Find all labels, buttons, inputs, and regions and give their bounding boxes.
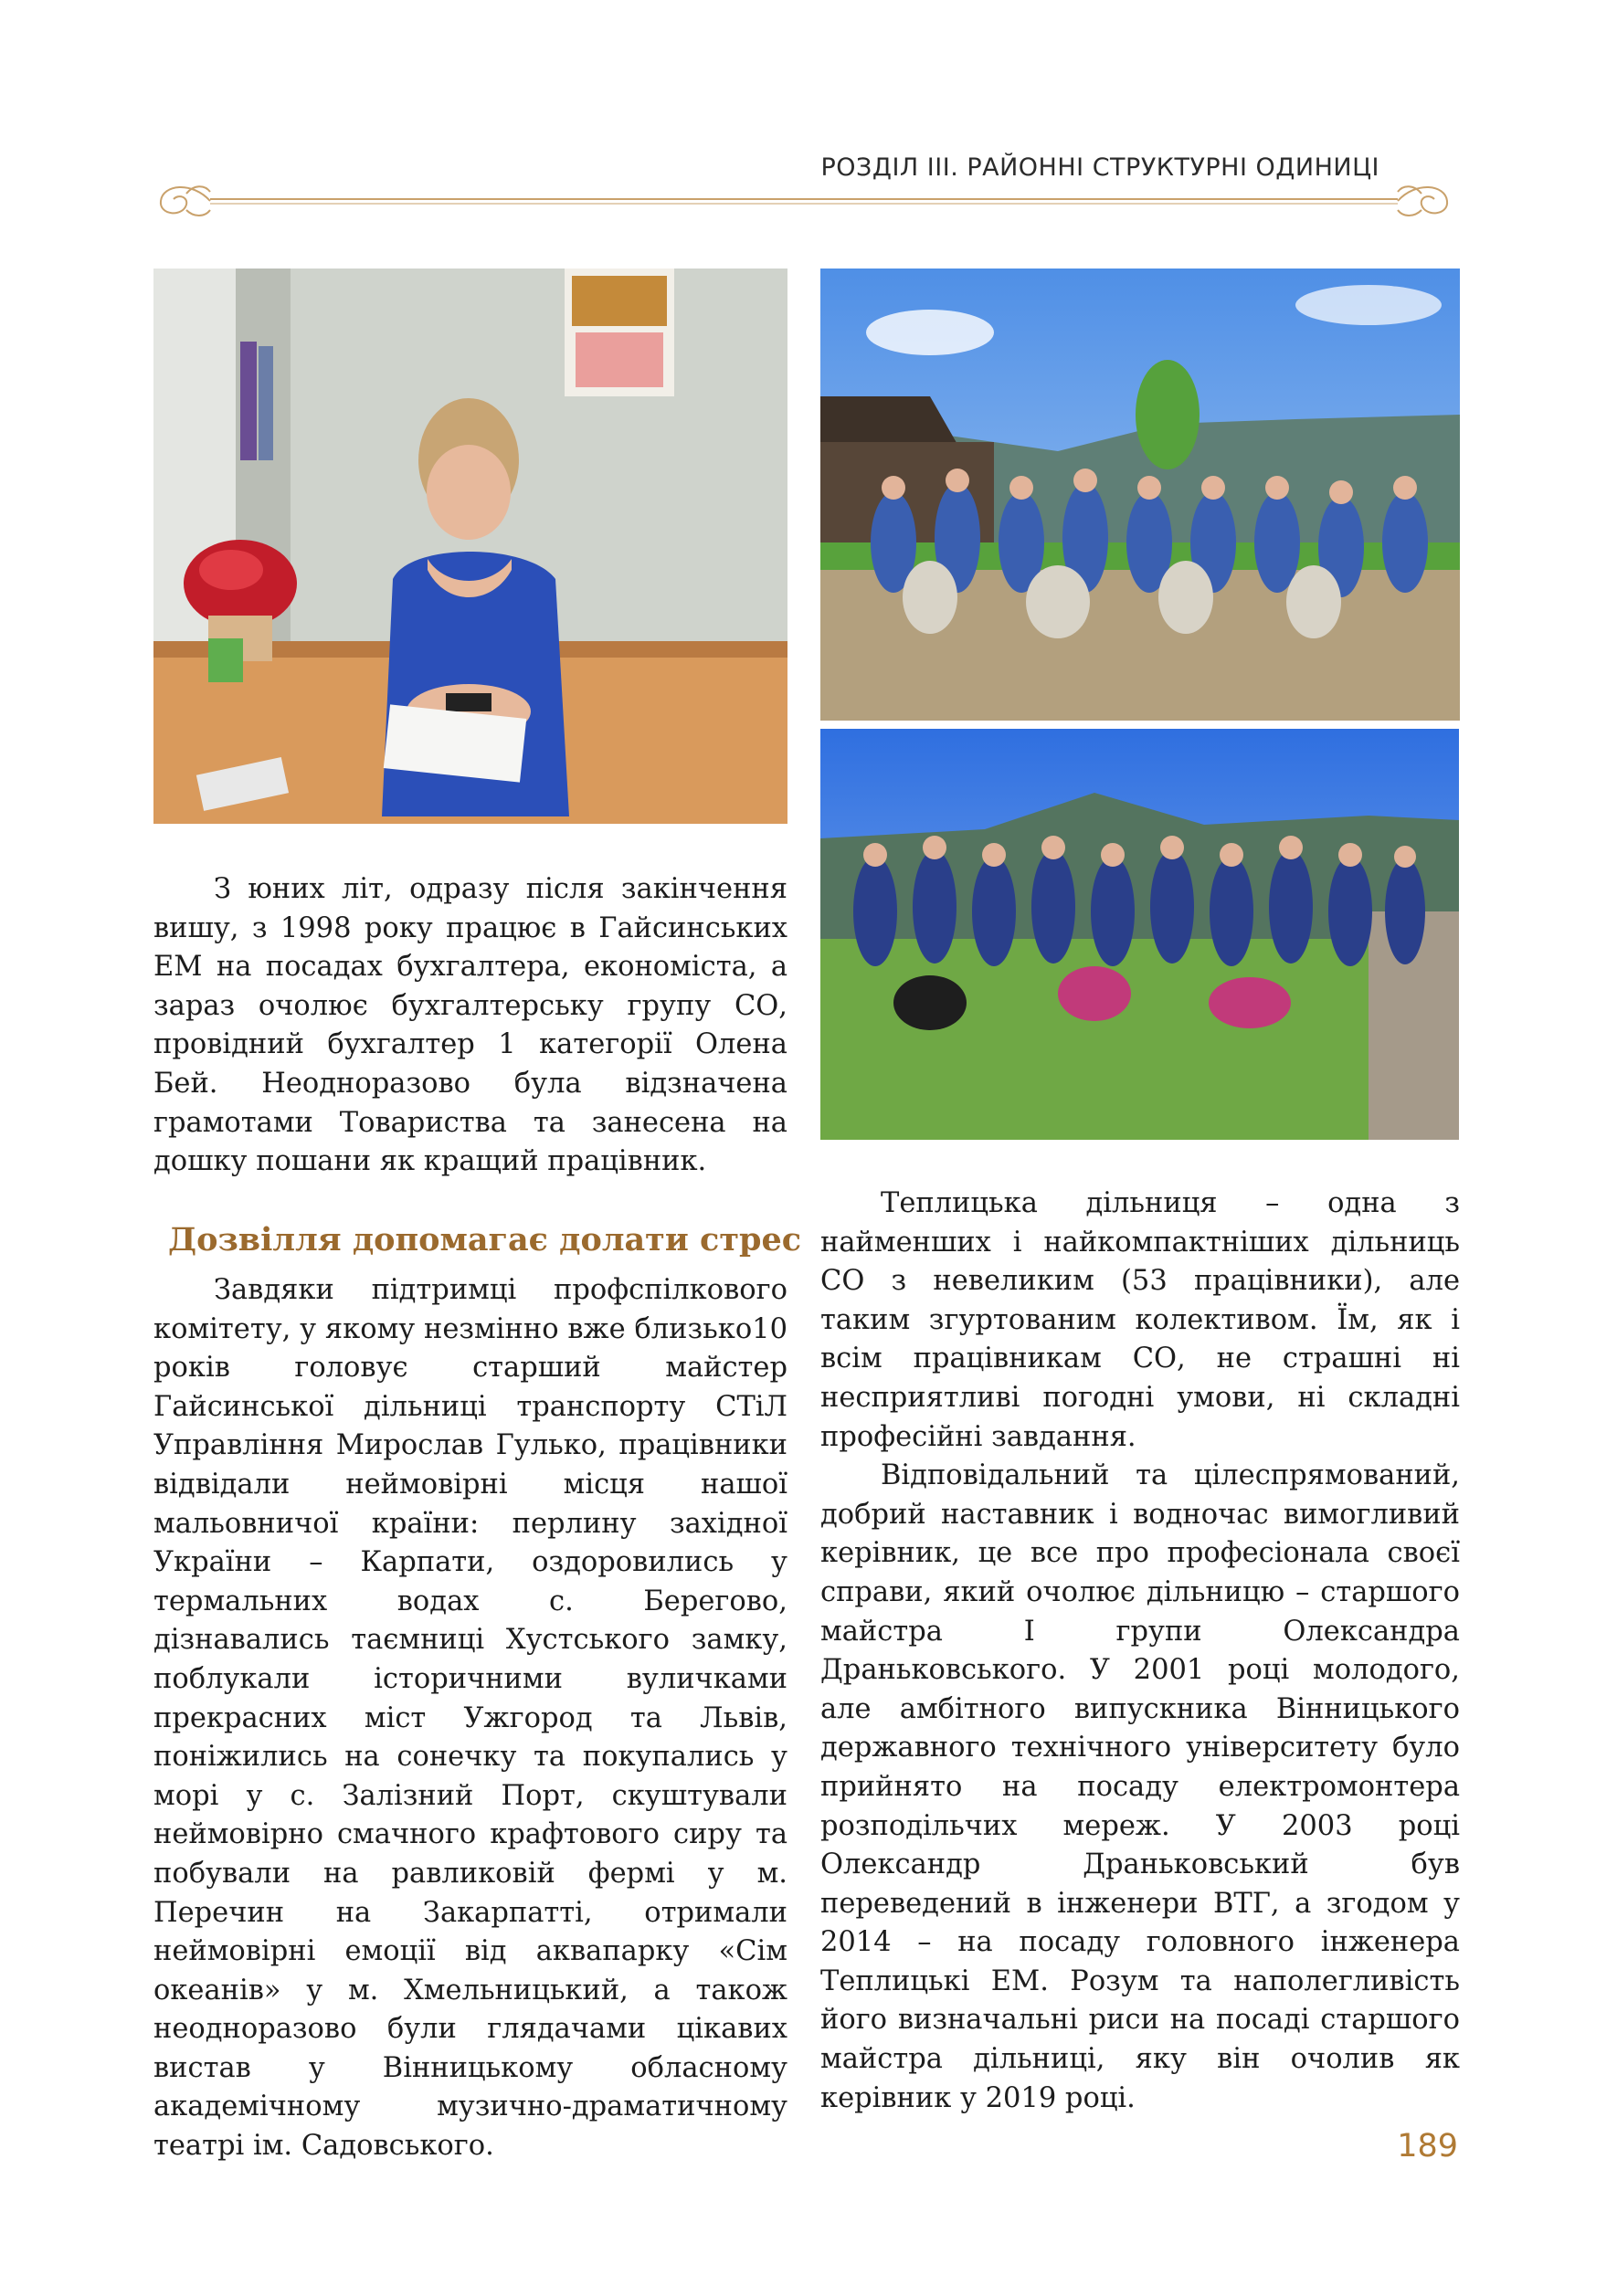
group-photo-mountain-village [820, 269, 1460, 721]
paragraph-dranovskyi: Відповідальний та цілеспрямований, добрий наставник і водночас вимогливий керівник, це все про професіонала своєї справи, який очолює дільницю – старшого майстра І групи Олександра Драньковського. У 2001 році молодого, але амбітного випускника Вінницького державного технічного університету було прийнято на посаду електромонтера розподільчих мереж. У 2003 році Олександр Драньковський був переведений в інженери ВТГ, а згодом у 2014 – на посаду головного інженера Теплицькі ЕМ. Розум та наполегливість його визначальні риси на посаді старшого майстра дільниці, яку він очолив як керівник у 2019 році. [820, 1459, 1460, 2114]
chapter-title: РОЗДІЛ ІІІ. РАЙОННІ СТРУКТУРНІ ОДИНИЦІ [820, 153, 1379, 182]
paragraph-olena-bei: З юних літ, одразу після закінчення вишу, з 1998 року працює в Гайсинських ЕМ на посадах бухгалтера, економіста, а зараз очолює бухгалтерську групу СО, провідний бухгалтер 1 категорії Олена Бей. Неодноразово була відзначена грамотами Товариства та занесена на дошку пошани як кращий працівник. [153, 873, 787, 1178]
header-ornament [146, 172, 1462, 223]
right-column-text [820, 1185, 1460, 2118]
left-column-paragraph-1 [153, 870, 787, 1182]
paragraph-teplyk-district: Теплицька дільниця – одна з найменших і найкомпактніших дільниць СО з невеликим (53 працівники), але таким згуртованим колективом. Їм, як і всім працівникам СО, не страшні ні несприятливі погодні умови, ні складні професійні завдання. [820, 1187, 1460, 1453]
section-heading-leisure: Дозвілля допомагає долати стрес [168, 1221, 802, 1259]
page-number: 189 [1397, 2128, 1458, 2164]
paragraph-leisure-trips: Завдяки підтримці профспілкового комітету, у якому незмінно вже близько10 років головує старший майстер Гайсинської дільниці транспорту СТіЛ Управління Мирослав Гулько, працівники відвідали неймовірні місця нашої мальовничої країни: перлину західної України – Карпати, оздоровились у термальних водах с. Берегово, дізнавались таємниці Хустського замку, поблукали історичними вуличками прекрасних міст Ужгород та Львів, поніжились на сонечку та покупались у морі у с. Залізний Порт, скуштували неймовірно смачного крафтового сиру та побували на равликовій фермі у м. Перечин на Закарпатті, отримали неймовірні емоції від аквапарку «Сім океанів» у м. Хмельницький, а також неодноразово були глядачами цікавих вистав у Вінницькому обласному академічному музично-драматичному театрі ім. Садовського. [153, 1274, 787, 2163]
group-photo-mountain-meadow [820, 729, 1459, 1140]
portrait-photo [153, 269, 787, 824]
left-column-paragraph-2 [153, 1271, 787, 2166]
